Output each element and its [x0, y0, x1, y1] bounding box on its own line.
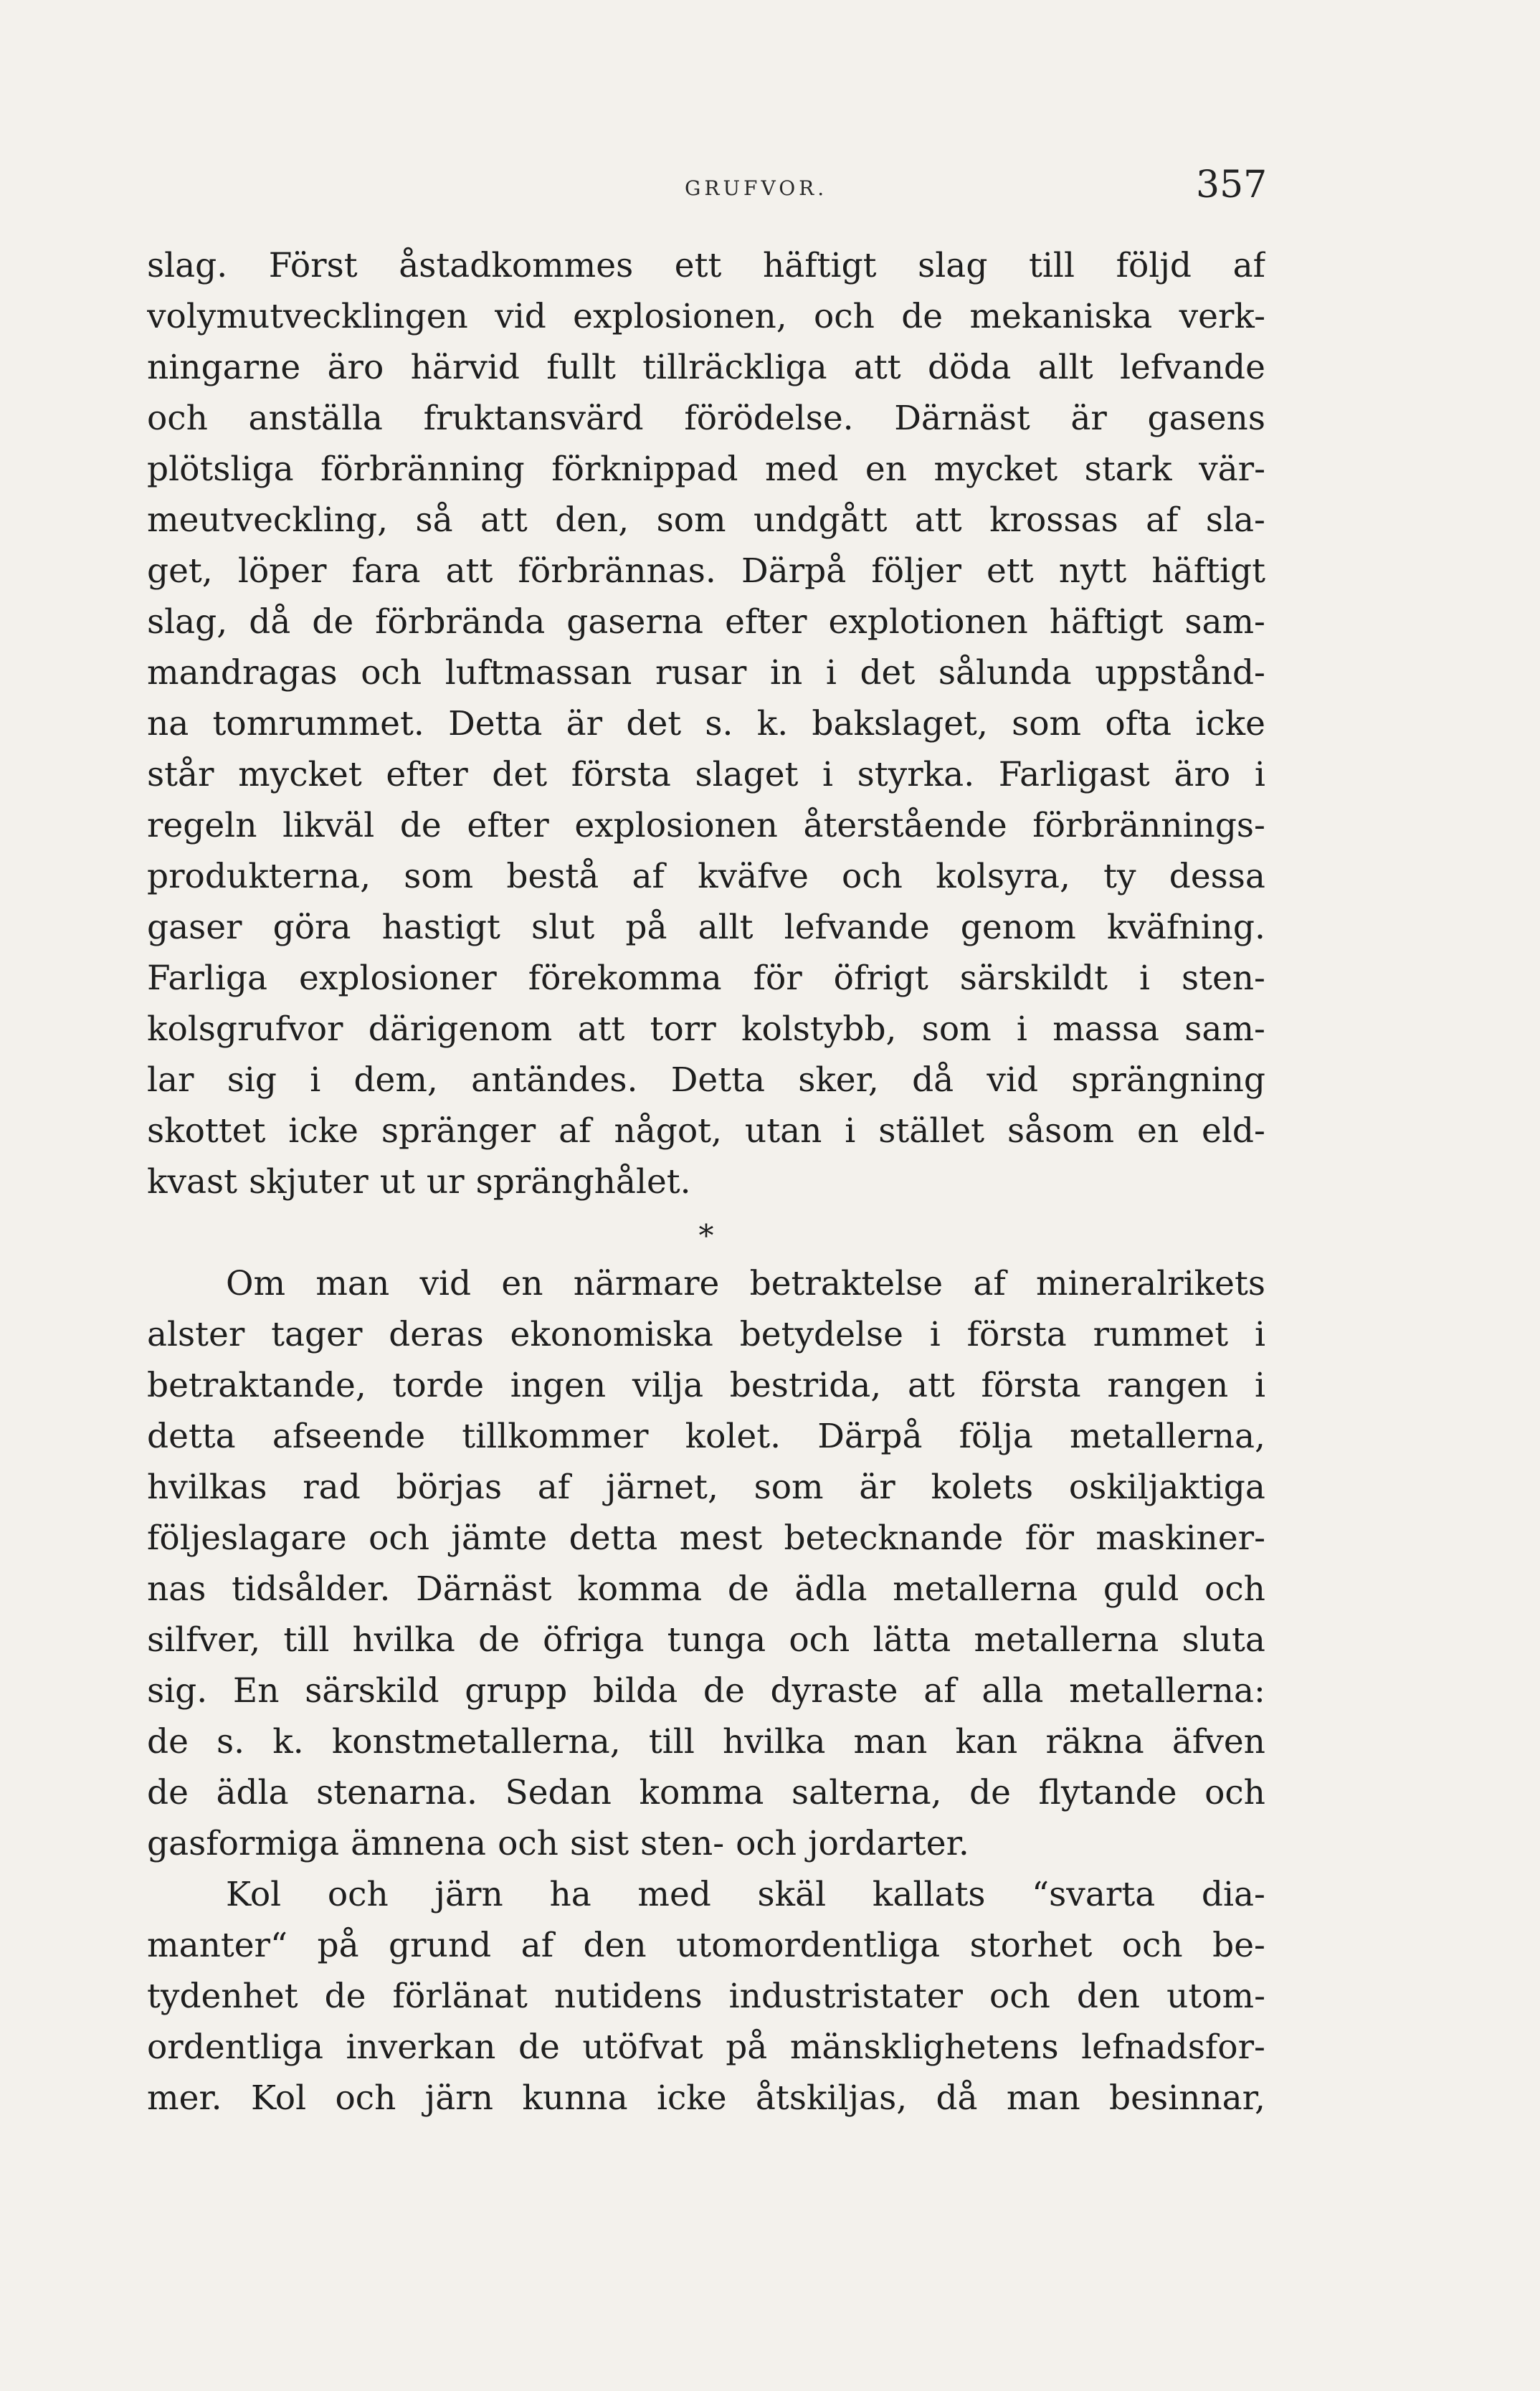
text-line: slag. Först åstadkommes ett häftigt slag till följd af	[147, 246, 1265, 285]
text-line: Kol och järn ha med skäl kallats “svarta dia-	[226, 1875, 1265, 1914]
text-line: följeslagare och jämte detta mest betecknande för maskiner-	[147, 1518, 1265, 1558]
text-line: lar sig i dem, antändes. Detta sker, då vid sprängning	[147, 1060, 1265, 1100]
text-line: ordentliga inverkan de utöfvat på mänsklighetens lefnadsfor-	[147, 2028, 1265, 2067]
section-divider-asterisk: *	[698, 1218, 714, 1253]
text-line: tydenhet de förlänat nutidens industristater och den utom-	[147, 1977, 1265, 2016]
text-line: hvilkas rad börjas af järnet, som är kolets oskiljaktiga	[147, 1468, 1265, 1507]
text-line: nas tidsålder. Därnäst komma de ädla metallerna guld och	[147, 1569, 1265, 1609]
text-line: de ädla stenarna. Sedan komma salterna, de flytande och	[147, 1773, 1265, 1812]
text-line: kolsgrufvor därigenom att torr kolstybb, som i massa sam-	[147, 1009, 1265, 1049]
text-line: silfver, till hvilka de öfriga tunga och lätta metallerna sluta	[147, 1620, 1265, 1660]
text-line: plötsliga förbränning förknippad med en mycket stark vär-	[147, 450, 1265, 489]
text-line: och anställa fruktansvärd förödelse. Därnäst är gasens	[147, 399, 1265, 438]
text-line: detta afseende tillkommer kolet. Därpå följa metallerna,	[147, 1417, 1265, 1456]
text-line: Farliga explosioner förekomma för öfrigt särskildt i sten-	[147, 959, 1265, 998]
text-line: na tomrummet. Detta är det s. k. bakslaget, som ofta icke	[147, 704, 1265, 743]
running-title: GRUFVOR.	[685, 176, 828, 200]
text-line: alster tager deras ekonomiska betydelse i första rummet i	[147, 1315, 1265, 1354]
text-line: volymutvecklingen vid explosionen, och de mekaniska verk-	[147, 297, 1265, 336]
text-line: regeln likväl de efter explosionen återstående förbrännings-	[147, 806, 1265, 845]
text-line: gaser göra hastigt slut på allt lefvande genom kväfning.	[147, 908, 1265, 947]
text-line: produkterna, som bestå af kväfve och kolsyra, ty dessa	[147, 857, 1265, 896]
text-line: gasformiga ämnena och sist sten- och jordarter.	[147, 1824, 969, 1863]
text-line: skottet icke spränger af något, utan i stället såsom en eld-	[147, 1111, 1265, 1151]
running-header	[0, 163, 1540, 214]
page-number: 357	[1196, 163, 1268, 206]
text-line: mer. Kol och järn kunna icke åtskiljas, då man besinnar,	[147, 2078, 1265, 2118]
text-line: get, löper fara att förbrännas. Därpå följer ett nytt häftigt	[147, 551, 1265, 591]
text-line: står mycket efter det första slaget i styrka. Farligast äro i	[147, 755, 1265, 794]
text-line: ningarne äro härvid fullt tillräckliga att döda allt lefvande	[147, 348, 1265, 387]
text-line: Om man vid en närmare betraktelse af mineralrikets	[226, 1264, 1265, 1303]
text-line: kvast skjuter ut ur spränghålet.	[147, 1162, 691, 1202]
text-line: mandragas och luftmassan rusar in i det sålunda uppstånd-	[147, 653, 1265, 693]
text-line: de s. k. konstmetallerna, till hvilka man kan räkna äfven	[147, 1722, 1265, 1762]
text-line: meutveckling, så att den, som undgått att krossas af sla-	[147, 500, 1265, 540]
text-line: manter“ på grund af den utomordentliga storhet och be-	[147, 1926, 1265, 1965]
body-text	[147, 240, 1265, 2124]
text-line: sig. En särskild grupp bilda de dyraste af alla metallerna:	[147, 1671, 1265, 1711]
text-line: betraktande, torde ingen vilja bestrida, att första rangen i	[147, 1366, 1265, 1405]
text-line: slag, då de förbrända gaserna efter explotionen häftigt sam-	[147, 602, 1265, 642]
